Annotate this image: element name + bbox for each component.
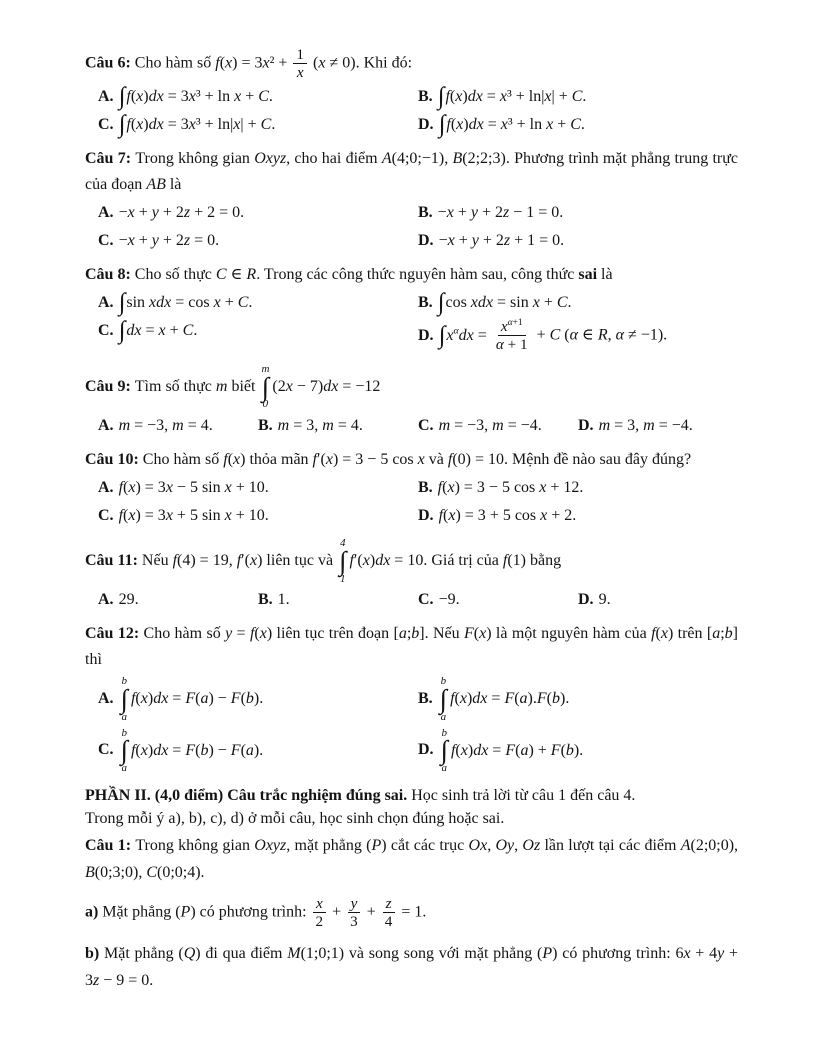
question-cau-8 <box>85 262 738 354</box>
text-segment: . Khi đó: <box>355 54 413 72</box>
question-stem <box>85 537 738 585</box>
option-b <box>418 290 738 315</box>
option-c <box>98 318 418 354</box>
math-segment: ∫f(x)dx = x³ + ln|x| + C. <box>437 82 587 110</box>
math-segment: m = −3, m = −4. <box>438 417 542 435</box>
math-segment: (x ≠ 0) <box>309 54 356 72</box>
option-label: C. <box>418 417 434 435</box>
option-label: B. <box>418 293 433 311</box>
option-label: A. <box>98 690 114 708</box>
fraction-denominator: 4 <box>384 913 393 931</box>
math-segment: 6x + 4y + 3z − 9 = 0. <box>85 944 739 989</box>
fraction-denominator: 2 <box>315 913 324 931</box>
text-segment: cắt các trục <box>386 836 469 854</box>
option-label: B. <box>418 87 433 105</box>
bold-label: Câu 9: <box>85 377 135 395</box>
integral-with-limits <box>121 727 128 775</box>
text-segment: lần lượt tại các điểm <box>540 836 681 854</box>
fraction <box>313 895 327 931</box>
part2-header-line1 <box>85 784 738 807</box>
math-segment: [a;b] <box>393 625 425 643</box>
integral-upper-limit: 4 <box>340 537 346 550</box>
option-label: A. <box>98 87 114 105</box>
option-label: B. <box>418 690 433 708</box>
option-label: B. <box>418 479 433 497</box>
math-segment: ∫f(x)dx = 3x³ + ln|x| + C. <box>118 110 276 138</box>
math-segment: f(0) = 10 <box>447 451 504 469</box>
math-segment: −x + y + 2z = 0. <box>118 231 220 249</box>
math-segment: f(x)dx = F(a) − F(b). <box>130 690 264 708</box>
option-d <box>418 727 738 775</box>
text-segment: và <box>424 451 448 469</box>
question-cau-11 <box>85 537 738 612</box>
text-segment: . Trong các công thức nguyên hàm sau, công thức <box>256 265 579 283</box>
math-segment: −x + y + 2z + 2 = 0. <box>118 203 245 221</box>
bold-label: Câu 1: <box>85 836 136 854</box>
option-label: A. <box>98 479 114 497</box>
text-segment: biết <box>227 377 260 395</box>
text-segment: Tìm số thực <box>134 377 216 395</box>
fraction-denominator: x <box>296 64 304 82</box>
answer-options <box>85 475 738 528</box>
question-stem <box>85 262 738 288</box>
option-label: B. <box>258 417 273 435</box>
integral-with-limits <box>441 727 448 775</box>
math-segment: m = 3, m = 4. <box>277 417 363 435</box>
math-segment: ∫sin xdx = cos x + C. <box>118 288 253 316</box>
part1-multiple-choice-section <box>85 46 738 775</box>
text-segment: mặt phẳng <box>290 836 367 854</box>
option-b <box>258 413 418 438</box>
math-segment: f(x) = 3x² + <box>215 54 292 72</box>
text-segment: Trong không gian <box>135 836 255 854</box>
fraction-numerator: y <box>348 895 361 913</box>
option-label: C. <box>418 591 434 609</box>
option-c <box>418 413 578 438</box>
integral-lower-limit: a <box>441 762 448 775</box>
math-segment: (2x − 7)dx = −12 <box>272 377 381 395</box>
fraction-numerator: 1 <box>293 46 307 64</box>
text-segment: liên tục trên đoạn <box>272 625 394 643</box>
math-segment: f(x) = 3x + 5 sin x + 10. <box>118 507 269 525</box>
text-segment: là một nguyên hàm của <box>491 625 652 643</box>
math-segment: f(x) = 3 − 5 cos x + 12. <box>437 479 584 497</box>
text-segment: Học sinh trả lời từ câu 1 đến câu 4. <box>407 786 636 804</box>
integral-lower-limit: a <box>121 762 128 775</box>
option-label: C. <box>98 507 114 525</box>
option-label: D. <box>578 591 594 609</box>
integral-sign: ∫ <box>440 735 448 766</box>
option-b <box>418 475 738 500</box>
question-stem <box>85 447 738 473</box>
text-segment: trên <box>673 625 707 643</box>
text-segment: . Giá trị của <box>423 551 503 569</box>
integral-upper-limit: b <box>440 675 447 688</box>
bold-label: Câu 11: <box>85 551 142 569</box>
integral-upper-limit: b <box>441 726 448 739</box>
integral-upper-limit: b <box>121 726 128 739</box>
math-segment: Ox, Oy, Oz <box>468 836 541 854</box>
math-segment: F(x) <box>464 625 492 643</box>
text-segment: liên tục và <box>262 551 338 569</box>
question-stem <box>85 621 738 673</box>
text-segment: đi qua điểm <box>200 944 288 962</box>
fraction-denominator: α + 1 <box>495 336 528 354</box>
math-segment: −x + y + 2z − 1 = 0. <box>437 203 564 221</box>
math-segment: 29. <box>118 591 139 609</box>
part2-true-false-section <box>85 784 738 994</box>
option-d <box>418 112 738 137</box>
option-c <box>98 727 418 775</box>
bold-label: Câu 12: <box>85 625 144 643</box>
option-a <box>98 290 418 315</box>
text-segment: là <box>165 175 182 193</box>
option-a <box>98 475 418 500</box>
answer-options <box>85 200 738 253</box>
option-c <box>98 503 418 528</box>
integral-lower-limit: 1 <box>340 572 346 585</box>
fraction <box>382 895 396 931</box>
text-segment: Cho hàm số <box>134 54 216 72</box>
text-segment: thì <box>85 651 102 669</box>
answer-options <box>85 84 738 137</box>
math-segment: (P) <box>175 903 196 921</box>
option-d <box>418 503 738 528</box>
text-segment: Phương trình mặt phẳng trung trực của đoạn <box>85 149 739 193</box>
math-segment: $\int x^\alpha dx$ = <box>438 321 491 349</box>
option-label: D. <box>418 507 434 525</box>
option-label: A. <box>98 417 114 435</box>
math-segment: f(x)dx = F(a).F(b). <box>450 690 570 708</box>
option-label: A. <box>98 203 114 221</box>
fraction-numerator: x <box>313 895 326 913</box>
math-segment: f(4) = 19, f′(x) <box>172 551 263 569</box>
text-segment: Trong mỗi ý a), b), c), d) ở mỗi câu, học sinh chọn đúng hoặc sai. <box>85 809 505 827</box>
text-segment: là <box>597 265 613 283</box>
math-segment: m = 3, m = −4. <box>598 417 693 435</box>
math-segment: f(x) <box>223 451 246 469</box>
math-segment: A(4;0;−1), B(2;2;3). <box>381 149 510 167</box>
option-d <box>418 318 738 354</box>
option-label: C. <box>98 231 114 249</box>
part2-header-line2 <box>85 807 738 830</box>
option-label: D. <box>418 741 434 759</box>
option-label: A. <box>98 591 114 609</box>
question-cau-10 <box>85 447 738 528</box>
integral-upper-limit: m <box>261 362 270 375</box>
bold-label: Câu 8: <box>85 265 135 283</box>
math-segment: m <box>215 377 228 395</box>
text-segment: và song song với mặt phẳng <box>344 944 538 962</box>
math-segment: f′(x)dx = 10 <box>349 551 424 569</box>
text-segment: có phương trình: <box>195 903 311 921</box>
answer-options <box>85 675 738 774</box>
text-segment: Nếu <box>141 551 173 569</box>
question-stem <box>85 363 738 411</box>
bold-label: b) <box>85 944 100 962</box>
math-segment: f′(x) = 3 − 5 cos x <box>312 451 425 469</box>
part2-item-b <box>85 940 738 994</box>
math-segment: ∫f(x)dx = x³ + ln x + C. <box>438 110 585 138</box>
fraction-denominator: 3 <box>350 913 358 931</box>
answer-options <box>85 413 738 438</box>
option-label: B. <box>258 591 273 609</box>
answer-options <box>85 587 738 612</box>
option-label: C. <box>98 115 114 133</box>
option-label: D. <box>418 231 434 249</box>
math-segment: −x + y + 2z + 1 = 0. <box>438 231 565 249</box>
math-segment: f(x) = 3 + 5 cos x + 2. <box>438 507 577 525</box>
integral-sign: ∫ <box>261 371 270 402</box>
math-segment: M(1;0;1) <box>287 944 345 962</box>
integral-sign: ∫ <box>339 545 347 576</box>
option-label: A. <box>98 293 114 311</box>
math-segment: ∫cos xdx = sin x + C. <box>437 288 572 316</box>
fraction-numerator: z <box>383 895 395 913</box>
text-segment: . Mệnh đề nào sau đây đúng? <box>504 451 692 469</box>
option-d <box>578 413 738 438</box>
option-b <box>418 200 738 225</box>
text-segment: Mặt phẳng <box>98 903 176 921</box>
fraction-numerator: $x^{\alpha+1}$ <box>498 318 526 336</box>
text-segment: Cho hàm số <box>142 451 224 469</box>
fraction <box>293 46 307 82</box>
text-segment: Cho hàm số <box>143 625 226 643</box>
math-segment: ∫dx = x + C. <box>118 316 198 344</box>
option-a <box>98 84 418 109</box>
math-segment: Oxyz, <box>254 836 291 854</box>
option-label: D. <box>418 115 434 133</box>
math-segment: (Q) <box>178 944 201 962</box>
part2-question-1-stem <box>85 832 738 886</box>
option-label: B. <box>418 203 433 221</box>
math-segment: (P) <box>366 836 387 854</box>
question-cau-7 <box>85 146 738 253</box>
math-segment: y = f(x) <box>225 625 273 643</box>
option-label: C. <box>98 741 114 759</box>
math-segment: f(x) = 3x − 5 sin x + 10. <box>118 479 269 497</box>
math-segment: + <box>328 903 346 921</box>
text-segment: . Nếu <box>424 625 465 643</box>
option-a <box>98 587 258 612</box>
option-b <box>258 587 418 612</box>
math-segment: C ∈ R <box>215 265 257 283</box>
math-segment: + <box>362 903 380 921</box>
math-segment: A(2;0;0), B(0;3;0), C(0;0;4). <box>85 836 739 881</box>
math-segment: 9. <box>598 591 611 609</box>
answer-options <box>85 290 738 354</box>
text-segment: Mặt phẳng <box>99 944 179 962</box>
question-stem <box>85 46 738 82</box>
math-segment: 1. <box>277 591 290 609</box>
option-a <box>98 200 418 225</box>
option-c <box>98 112 418 137</box>
option-b <box>418 84 738 109</box>
integral-sign: ∫ <box>120 735 128 766</box>
option-d <box>578 587 738 612</box>
math-segment: f(1) <box>502 551 526 569</box>
question-stem <box>85 146 738 198</box>
integral-with-limits <box>339 537 346 585</box>
bold-label: Câu 10: <box>85 451 143 469</box>
math-segment: ∫f(x)dx = 3x³ + ln x + C. <box>118 82 273 110</box>
math-segment: + C (α ∈ R, α ≠ −1). <box>532 326 668 344</box>
option-c <box>418 587 578 612</box>
question-cau-12 <box>85 621 738 774</box>
integral-with-limits <box>261 363 269 411</box>
math-segment: AB <box>146 175 166 193</box>
option-label: D. <box>578 417 594 435</box>
integral-with-limits <box>121 675 128 723</box>
integral-lower-limit: a <box>440 710 447 723</box>
option-label: D. <box>418 326 434 344</box>
integral-sign: ∫ <box>120 683 128 714</box>
integral-with-limits <box>440 675 447 723</box>
text-segment: thỏa mãn <box>245 451 313 469</box>
fraction <box>347 895 361 931</box>
bold-label: PHẦN II. (4,0 điểm) Câu trắc nghiệm đúng sai. <box>85 786 408 804</box>
bold-label: a) <box>85 903 99 921</box>
text-segment: Cho số thực <box>134 265 216 283</box>
bold-label: Câu 6: <box>85 54 135 72</box>
integral-lower-limit: 0 <box>262 398 269 411</box>
math-segment: m = −3, m = 4. <box>118 417 213 435</box>
text-segment: cho hai điểm <box>290 149 382 167</box>
question-cau-9 <box>85 363 738 438</box>
integral-upper-limit: b <box>121 675 128 688</box>
text-segment: bằng <box>525 551 562 569</box>
fraction <box>493 318 531 354</box>
option-b <box>418 675 738 723</box>
math-segment: f(x)dx = F(a) + F(b). <box>450 741 584 759</box>
bold-label: sai <box>578 265 598 283</box>
integral-lower-limit: a <box>121 710 128 723</box>
math-segment: f(x) <box>651 625 674 643</box>
option-d <box>418 228 738 253</box>
text-segment: Trong không gian <box>135 149 255 167</box>
math-segment: = 1. <box>397 903 427 921</box>
option-a <box>98 413 258 438</box>
integral-sign: ∫ <box>439 683 448 714</box>
part2-item-a <box>85 895 738 931</box>
option-c <box>98 228 418 253</box>
bold-label: Câu 7: <box>85 149 136 167</box>
math-segment: f(x)dx = F(b) − F(a). <box>130 741 264 759</box>
option-a <box>98 675 418 723</box>
text-segment: có phương trình: <box>557 944 676 962</box>
math-segment: −9. <box>438 591 460 609</box>
option-label: C. <box>98 321 114 339</box>
math-segment: [a;b] <box>706 625 738 643</box>
question-cau-6 <box>85 46 738 137</box>
math-segment: (P) <box>537 944 558 962</box>
math-segment: Oxyz, <box>254 149 291 167</box>
